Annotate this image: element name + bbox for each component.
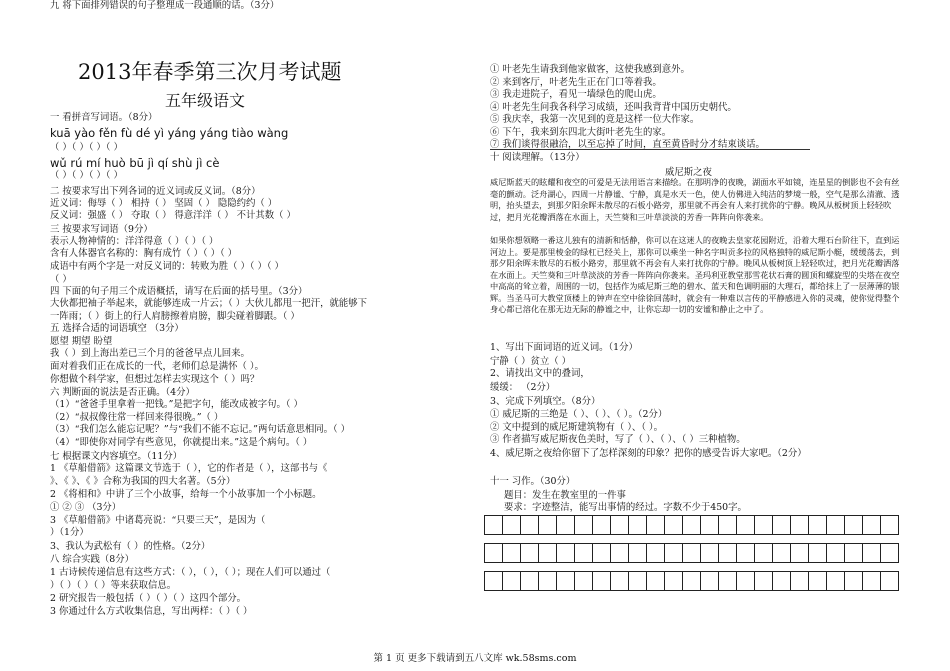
grid-cell[interactable] bbox=[809, 516, 827, 535]
grid-cell[interactable] bbox=[647, 572, 665, 591]
question-line: （ ）（ ）（ ）（ ） bbox=[50, 142, 123, 153]
grid-cell[interactable] bbox=[593, 572, 611, 591]
reading-heading: 十 阅读理解。（13分） bbox=[490, 152, 585, 163]
grid-cell[interactable] bbox=[629, 516, 647, 535]
question-line: 大伙都把袖子举起来，就能够连成一片云；（ ）大伙儿都甩一把汗，就能够下 bbox=[50, 298, 368, 309]
grid-cell[interactable] bbox=[701, 516, 719, 535]
pinyin-row: kuā yào fěn fù dé yì yáng yáng tiào wàng bbox=[50, 126, 289, 140]
question-line: 四 下面的句子用三个成语概括，请写在后面的括号里。（3分） bbox=[50, 286, 308, 297]
grid-cell[interactable] bbox=[701, 572, 719, 591]
question-line: 反义词：强盛（ ） 夺取（ ） 得意洋洋（ ） 不计其数（ ） bbox=[50, 210, 296, 221]
grid-cell[interactable] bbox=[611, 544, 629, 563]
essay-title: 威尼斯之夜 bbox=[665, 167, 712, 178]
grid-cell[interactable] bbox=[665, 572, 683, 591]
grid-cell[interactable] bbox=[611, 516, 629, 535]
grid-cell[interactable] bbox=[503, 516, 521, 535]
sentence-item: ④ 叶老先生问我各科学习成绩，还叫我背背中国历史朝代。 bbox=[490, 101, 737, 113]
question-line: 你想做个科学家，但想过怎样去实现这个（ ）吗？ bbox=[50, 374, 260, 385]
grid-cell[interactable] bbox=[557, 572, 575, 591]
grid-cell[interactable] bbox=[809, 544, 827, 563]
question-line: ）（ ）（ ）（ ）等来获取信息。 bbox=[50, 580, 177, 591]
grid-cell[interactable] bbox=[827, 544, 845, 563]
grid-cell[interactable] bbox=[719, 572, 737, 591]
question-line: 表示人物神情的：洋洋得意（ ）（ ）（ ） bbox=[50, 236, 219, 247]
question-line: 2 研究报告一般包括（ ）（ ）（ ）这四个部分。 bbox=[50, 593, 246, 604]
grid-cell[interactable] bbox=[863, 516, 881, 535]
grid-cell[interactable] bbox=[773, 572, 791, 591]
question-line: 含有人体器官名称的：胸有成竹（ ）（ ）（ ） bbox=[50, 248, 238, 259]
sentence-item: ⑥ 下午，我来到东四北大街叶老先生的家。 bbox=[490, 126, 672, 138]
grid-cell[interactable] bbox=[827, 572, 845, 591]
essay-paragraph-1: 威尼斯蓝天的眩耀和夜空的可爱是无法用语言来描绘。在那明净的夜晚，湖面水平如镜，连星星的倒影也不会有丝毫的颤动。泛舟湖心，四周一片静谧、宁静，真是水天一色，使人仿佛进入纯洁的梦境一般，空气是那么清澈、透明，抬头望去，到那夕阳余晖未散尽的石板小路旁，那里就不再会有人来打扰你的宁静。晚风从板树顶上轻轻吹过，把月光花瓣洒落在水面上，天竺葵和三叶草淡淡的芳香一阵阵向你袭来。 bbox=[490, 177, 900, 222]
grid-cell[interactable] bbox=[575, 572, 593, 591]
question-line: 近义词：侮辱（ ） 相持（ ） 坚固（ ） 隐隐约约（ ） bbox=[50, 198, 278, 209]
grid-cell[interactable] bbox=[791, 572, 809, 591]
grid-cell[interactable] bbox=[791, 544, 809, 563]
sentence-item: ③ 我走进院子，看见一墙绿色的爬山虎。 bbox=[490, 89, 662, 100]
reading-question: 缓缓： （2分） bbox=[490, 382, 556, 393]
grid-cell[interactable] bbox=[683, 544, 701, 563]
writing-topic: 题目：发生在教室里的一件事 bbox=[504, 490, 626, 501]
reading-question: 4、威尼斯之夜给你留下了怎样深刻的印象？把你的感受告诉大家吧。（2分） bbox=[490, 448, 807, 459]
grid-cell[interactable] bbox=[539, 544, 557, 563]
grid-cell[interactable] bbox=[521, 544, 539, 563]
grid-cell[interactable] bbox=[827, 516, 845, 535]
grid-cell[interactable] bbox=[737, 516, 755, 535]
question-line: 2 《将相和》中讲了三个小故事，给每一个小故事加一个小标题。 bbox=[50, 489, 322, 500]
grid-cell[interactable] bbox=[485, 516, 503, 535]
reading-question: 2、请找出文中的叠词， bbox=[490, 368, 590, 379]
grid-cell[interactable] bbox=[773, 544, 791, 563]
question-line: 八 综合实践（8分） bbox=[50, 554, 134, 565]
grid-cell[interactable] bbox=[503, 544, 521, 563]
writing-requirement: 要求：字迹整洁，能写出事情的经过。字数不少于450字。 bbox=[504, 502, 747, 513]
grid-cell[interactable] bbox=[773, 516, 791, 535]
grid-cell[interactable] bbox=[485, 572, 503, 591]
grid-cell[interactable] bbox=[881, 544, 899, 563]
reading-question: 3、完成下列填空。（8分） bbox=[490, 396, 601, 407]
exam-title: 2013年春季第三次月考试题 bbox=[78, 60, 342, 84]
grid-cell[interactable] bbox=[485, 544, 503, 563]
essay-paragraph-2: 如果你想领略一番这儿独有的清新和恬静，你可以在这迷人的夜晚去皇家花园附近，沿着大理石台阶往下，直到运河边上。要是那里棱金的绿杠已经关上，那你可以乘坐一种名字叫贡多拉的风格独特的威尼斯小艇，缓缓荡去，到那夕阳余晖未散尽的石板小路旁，那里就不再会有人来打扰你的宁静。晚风从板树顶上轻轻吹过，把月光花瓣洒落在水面上。天竺葵和三叶草淡淡的芳香一阵阵向你袭来。圣玛利亚教堂那雪花状石膏的圆顶和螺旋型的尖塔在夜空中高高的耸立着，周围的一切，包括作为威尼斯三绝的碧水、蓝天和色调明丽的大理石，都给抹上了一层薄薄的银辉。当圣马可大教堂顶楼上的钟声在空中徐徐回荡时，就会有一种难以言传的平静感进入你的灵魂，使你觉得整个身心都已溶化在那无边无际的静谧之中，让你忘却一切的安谧和静止之中了。 bbox=[490, 235, 900, 314]
question-line: 三 按要求写词语（9分） bbox=[50, 224, 153, 235]
question-line: 3 《草船借箭》中诸葛亮说：“只要三天”，是因为（ bbox=[50, 515, 266, 526]
reading-question: 宁静（ ）贫立（ ） bbox=[490, 356, 571, 367]
exam-subtitle: 五年级语文 bbox=[165, 91, 246, 110]
sentence-item: ① 叶老先生请我到他家做客，这使我感到意外。 bbox=[490, 64, 690, 75]
grid-cell[interactable] bbox=[845, 516, 863, 535]
grid-cell[interactable] bbox=[503, 572, 521, 591]
writing-grid-row-1[interactable] bbox=[484, 515, 899, 535]
question-line: ① ② ③ （3分） bbox=[50, 502, 122, 513]
grid-cell[interactable] bbox=[593, 516, 611, 535]
reading-question: ③ 作者描写威尼斯夜色美时，写了（ ）、（ ）、（ ）三种植物。 bbox=[490, 434, 746, 445]
reading-question: 1、写出下面词语的近义词。（1分） bbox=[490, 342, 638, 353]
grid-cell[interactable] bbox=[629, 544, 647, 563]
grid-cell[interactable] bbox=[701, 544, 719, 563]
grid-cell[interactable] bbox=[719, 544, 737, 563]
question-line: （3）“我们怎么能忘记呢？”与“我们不能不忘记。”两句话意思相同。（ ） bbox=[50, 424, 350, 435]
grid-cell[interactable] bbox=[791, 516, 809, 535]
question-line: 一阵雨；（ ）街上的行人肩膀擦着肩膀，脚尖碰着脚跟。（ ） bbox=[50, 311, 300, 322]
grid-cell[interactable] bbox=[845, 544, 863, 563]
question-line: 3、我认为武松有（ ）的性格。（2分） bbox=[50, 541, 211, 552]
grid-cell[interactable] bbox=[539, 572, 557, 591]
grid-cell[interactable] bbox=[575, 516, 593, 535]
question-line: 我（ ）到上海出差已三个月的爸爸早点儿回来。 bbox=[50, 348, 250, 359]
grid-cell[interactable] bbox=[719, 516, 737, 535]
grid-cell[interactable] bbox=[575, 544, 593, 563]
grid-cell[interactable] bbox=[647, 544, 665, 563]
question-line: 七 根据课文内容填空。（11分） bbox=[50, 451, 183, 462]
question-line: 一 看拼音写词语。（8分） bbox=[50, 112, 158, 123]
grid-cell[interactable] bbox=[683, 516, 701, 535]
writing-grid-row-2[interactable] bbox=[484, 543, 899, 563]
question-line: ）（1分） bbox=[50, 527, 89, 538]
question-line: 六 判断面的说法是否正确。（4分） bbox=[50, 387, 195, 398]
grid-cell[interactable] bbox=[557, 516, 575, 535]
question-line: 成语中有两个字是一对反义词的：转败为胜（ ）（ ）（ ） bbox=[50, 261, 284, 272]
question-line: （1）“爸爸手里拿着一把钱。”是把字句，能改成被字句。（ ） bbox=[50, 399, 303, 410]
grid-cell[interactable] bbox=[881, 516, 899, 535]
writing-heading: 十一 习作。（30分） bbox=[490, 476, 576, 487]
grid-cell[interactable] bbox=[629, 572, 647, 591]
grid-cell[interactable] bbox=[665, 544, 683, 563]
question-line: （ ） bbox=[50, 274, 72, 285]
question-line: （2）“叔叔像往常一样回来得很晚。”（ ） bbox=[50, 412, 224, 423]
sentence-item: ⑤ 我庆幸，我第一次见到的竟是这样一位大作家。 bbox=[490, 114, 700, 125]
question-line: 二 按要求写出下列各词的近义词或反义词。（8分） bbox=[50, 186, 261, 197]
grid-cell[interactable] bbox=[755, 572, 773, 591]
grid-cell[interactable] bbox=[845, 572, 863, 591]
grid-cell[interactable] bbox=[521, 572, 539, 591]
writing-grid-row-3[interactable] bbox=[484, 571, 899, 591]
grid-cell[interactable] bbox=[665, 516, 683, 535]
answer-line bbox=[490, 149, 810, 150]
question-line: （ ）（ ）（ ）（ ） bbox=[50, 170, 123, 181]
grid-cell[interactable] bbox=[647, 516, 665, 535]
question-line: 九 将下面排列错误的句子整理成一段通顺的话。（3分） bbox=[50, 0, 280, 11]
grid-cell[interactable] bbox=[611, 572, 629, 591]
grid-cell[interactable] bbox=[737, 572, 755, 591]
question-line: 愿望 期望 盼望 bbox=[50, 336, 113, 347]
question-line: 3 你通过什么方式收集信息，写出两样：（ ）（ ） bbox=[50, 606, 253, 617]
grid-cell[interactable] bbox=[683, 572, 701, 591]
grid-cell[interactable] bbox=[539, 516, 557, 535]
page-footer: 第 1 页 更多下载请到五八文库 wk.58sms.com bbox=[373, 653, 577, 664]
grid-cell[interactable] bbox=[521, 516, 539, 535]
question-line: （4）“即使你对同学有些意见，你就提出来。”这是个病句。（ ） bbox=[50, 437, 313, 448]
grid-cell[interactable] bbox=[755, 544, 773, 563]
reading-question: ① 威尼斯的三绝是（ ）、（ ）、（ ）。（2分） bbox=[490, 409, 668, 420]
grid-cell[interactable] bbox=[863, 544, 881, 563]
question-line: 1 古诗候传递信息有这些方式：（ ），（ ），（ ）；现在人们可以通过（ bbox=[50, 567, 331, 578]
grid-cell[interactable] bbox=[809, 572, 827, 591]
grid-cell[interactable] bbox=[881, 572, 899, 591]
sentence-item: ② 来到客厅，叶老先生正在门口等着我。 bbox=[490, 76, 662, 88]
sentence-item: ⑦ 我们谈得很融洽，以至忘掉了时间，直至黄昏时分才结束谈话。 bbox=[490, 139, 765, 150]
grid-cell[interactable] bbox=[755, 516, 773, 535]
grid-cell[interactable] bbox=[863, 572, 881, 591]
grid-cell[interactable] bbox=[557, 544, 575, 563]
question-line: 》、《 》、《 》合称为我国的四大名著。（5分） bbox=[50, 476, 236, 487]
pinyin-row: wǔ rú mí huò bū jì qí shù jì cè bbox=[50, 156, 220, 170]
grid-cell[interactable] bbox=[737, 544, 755, 563]
question-line: 五 选择合适的词语填空 （3分） bbox=[50, 323, 184, 334]
reading-question: ② 文中提到的威尼斯建筑物有（ ）、（ ）。 bbox=[490, 422, 663, 433]
question-line: 面对着我们正在成长的一代，老师们总是满怀（ ）。 bbox=[50, 361, 264, 372]
grid-cell[interactable] bbox=[593, 544, 611, 563]
question-line: 1 《草船借箭》这篇课文节选于（ ），它的作者是（ ），这部书与《 bbox=[50, 463, 328, 474]
